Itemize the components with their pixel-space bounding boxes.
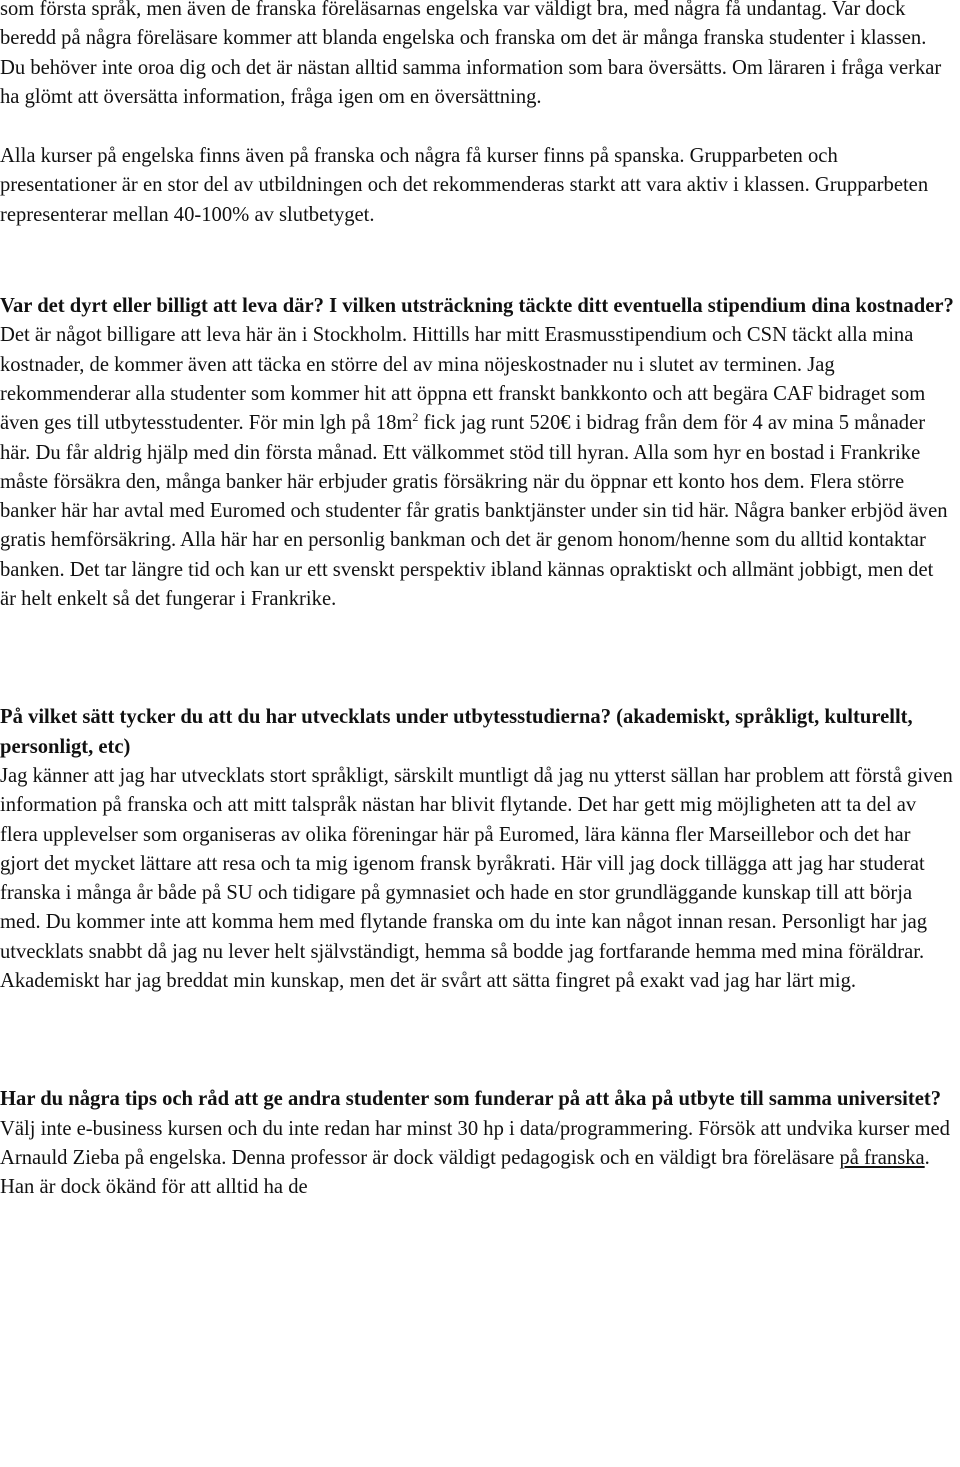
square-meter-superscript: 2	[412, 410, 419, 425]
underlined-phrase: på franska	[839, 1146, 925, 1169]
section-spacer	[0, 614, 954, 703]
development-question-heading: På vilket sätt tycker du att du har utvecklats under utbytesstudierna? (akademiskt, språkligt, kulturellt, personligt, etc)	[0, 706, 913, 758]
tips-answer-text-part-2: . Han är dock ökänd för att alltid ha de	[0, 1146, 930, 1199]
cost-question-heading: Var det dyrt eller billigt att leva där? I vilken utsträckning täckte ditt eventuella stipendium dina kostnader?	[0, 295, 954, 318]
cost-answer-text-part-2: fick jag runt 520€ i bidrag från dem för 4 av mina 5 månader här. Du får aldrig hjälp med din första månad. Ett välkommet stöd till hyran. Alla som hyr en bostad i Frankrike måste försäkra den, många banker här erbjuder gratis försäkring när du öppnar ett konto hos dem. Flera större banker här har avtal med Euromed och studenter får gratis banktjänster under sin tid här. Några banker erbjöd även gratis hemförsäkring. Alla här har en personlig bankman och det är genom honom/henne som du alltid kontaktar banken. Det tar längre tid och kan ur ett svenskt perspektiv ibland kännas opraktiskt och allmänt jobbigt, men det är helt enkelt så det fungerar i Frankrike.	[0, 412, 948, 611]
intro-paragraph-courses: Alla kurser på engelska finns även på franska och några få kurser finns på spanska. Grupparbeten och presentationer är en stor del av utbildningen och det rekommenderas starkt att vara aktiv i klassen. Grupparbeten representerar mellan 40-100% av slutbetyget.	[0, 145, 929, 226]
section-spacer	[0, 230, 954, 292]
development-answer-paragraph: Jag känner att jag har utvecklats stort språkligt, särskilt muntligt då jag nu ytterst sällan har problem att förstå given information på franska och att mitt talspråk nästan har blivit flytande. Det har gett mig möjligheten att ta del av flera upplevelser som organiseras av olika föreningar här på Euromed, lära känna fler Marseillebor och det har gjort det mycket lättare att resa och ta mig igenom fransk byråkrati. Här vill jag dock tillägga att jag har studerat franska i många år både på SU och tidigare på gymnasiet och hade en stor grundläggande kunskap till att börja med. Du kommer inte att komma hem med flytande franska om du inte kan något innan resan. Personligt har jag utvecklats snabbt då jag nu lever helt självständigt, hemma så bodde jag fortfarande hemma med mina föräldrar. Akademiskt har jag breddat min kunskap, men det är svårt att sätta fingret på exakt vad jag har lärt mig.	[0, 764, 953, 993]
paragraph-spacer	[0, 112, 954, 142]
tips-question-heading: Har du några tips och råd att ge andra studenter som funderar på att åka på utbyte till samma universitet?	[0, 1088, 942, 1111]
section-spacer	[0, 996, 954, 1085]
cost-answer-paragraph	[0, 321, 954, 614]
intro-paragraph-language: som första språk, men även de franska föreläsarnas engelska var väldigt bra, med några få undantag. Var dock beredd på några föreläsare kommer att blanda engelska och franska om det är många franska studenter i klassen. Du behöver inte oroa dig och det är nästan alltid samma information som bara översätts. Om läraren i fråga verkar ha glömt att översätta information, fråga igen om en översättning.	[0, 0, 942, 108]
tips-answer-text-part-1: Välj inte e-business kursen och du inte redan har minst 30 hp i data/programmering. Försök att undvika kurser med Arnauld Zieba på engelska. Denna professor är dock väldigt pedagogisk och en väldigt bra föreläsare	[0, 1117, 950, 1169]
cost-answer-text-part-1: Det är något billigare att leva här än i Stockholm. Hittills har mitt Erasmusstipendium och CSN täckt alla mina kostnader, de kommer även att täcka en större del av mina nöjeskostnader nu i slutet av terminen. Jag rekommenderar alla studenter som kommer hit att öppna ett franskt bankkonto och att begära CAF bidraget som även ges till utbytesstudenter. För min lgh på 18m	[0, 324, 926, 435]
tips-answer-paragraph	[0, 1115, 954, 1203]
